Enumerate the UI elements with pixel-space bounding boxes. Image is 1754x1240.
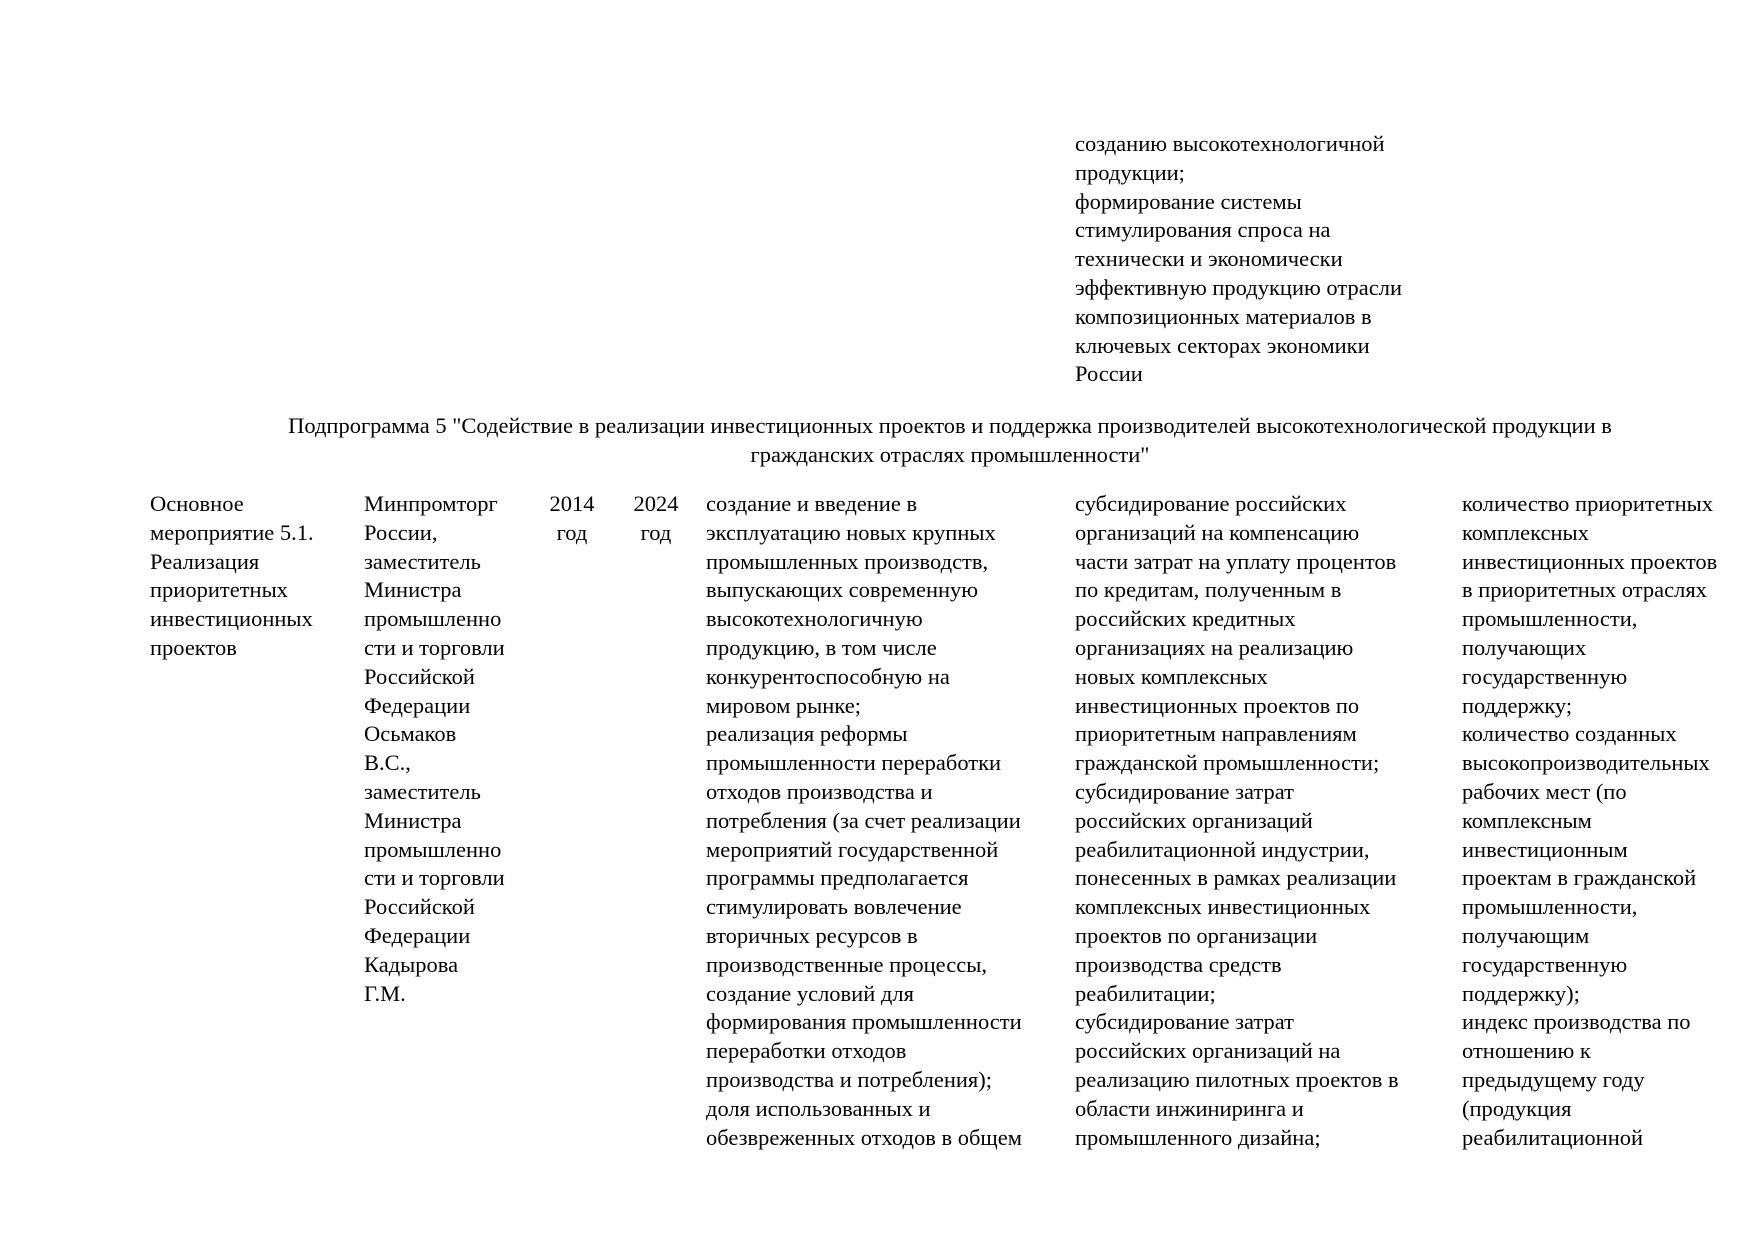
start-year-cell: 2014 год xyxy=(549,491,595,545)
main-directions-cell: субсидирование российских организаций на компенсацию части затрат на уплату процентов по кредитам, полученным в российских кредитных организациях на реализацию новых комплексных инвестиционных проектов по приоритетным направлениям гражданской промышленности; субсидирование затрат российских организаций реабилитационной индустрии, понесенных в рамках реализации комплексных инвестиционных проектов по организации производства средств реабилитации; субсидирование затрат российских организаций на реализацию пилотных проектов в области инжиниринга и промышленного дизайна; xyxy=(1075,491,1399,1150)
executor-cell: Минпромторг России, заместитель Министра промышленно сти и торговли Российской Федерации Осьмаков В.С., заместитель Министра промышленно сти и торговли Российской Федерации Кадырова Г.М. xyxy=(364,491,505,1006)
subprogram-title: Подпрограмма 5 "Содействие в реализации инвестиционных проектов и поддержка производителей высокотехнологической продукции в гражданских отраслях промышленности" xyxy=(288,413,1612,467)
indicators-cell: количество приоритетных комплексных инвестиционных проектов в приоритетных отраслях промышленности, получающих государственную поддержку; количество созданных высокопроизводительных рабочих мест (по комплексным инвестиционным проектам в гражданской промышленности, получающим государственную поддержку); индекс производства по отношению к предыдущему году (продукция реабилитационной xyxy=(1462,491,1718,1150)
measure-cell: Основное мероприятие 5.1. Реализация приоритетных инвестиционных проектов xyxy=(150,491,314,660)
table-row xyxy=(0,490,1754,1190)
end-year-cell: 2024 год xyxy=(633,491,679,545)
previous-row-continuation-text: созданию высокотехнологичной продукции; формирование системы стимулирования спроса на технически и экономически эффективную продукцию отрасли композиционных материалов в ключевых секторах экономики России xyxy=(1075,131,1402,387)
expected-result-cell: создание и введение в эксплуатацию новых крупных промышленных производств, выпускающих современную высокотехнологичную продукцию, в том числе конкурентоспособную на мировом рынке; реализация реформы промышленности переработки отходов производства и потребления (за счет реализации мероприятий государственной программы предполагается стимулировать вовлечение вторичных ресурсов в производственные процессы, создание условий для формирования промышленности переработки отходов производства и потребления); доля использованных и обезвреженных отходов в общем xyxy=(706,491,1022,1150)
